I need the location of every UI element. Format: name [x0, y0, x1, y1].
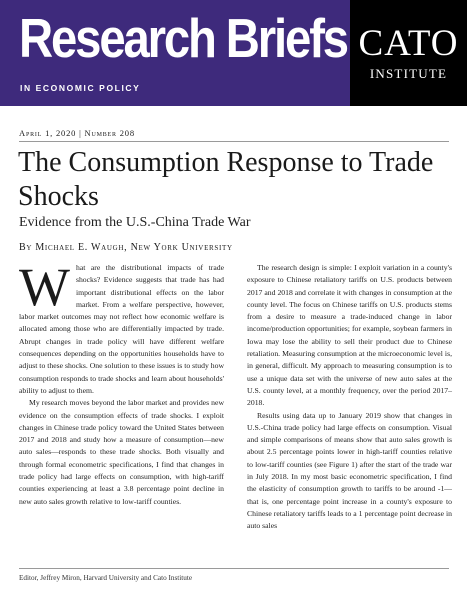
paragraph: My research moves beyond the labor market and provides new evidence on the consumption effects of trade shocks. I exploit changes in Chinese trade policy toward the United States between 2017 and 2018 and study how a measure of consumption—new auto sales—responds to these trade shocks. Both visually and through formal econometric specifications, I find that changes in trade policy had large effects on consumption, with high-tariff counties experiencing at least a 3.8 percentage point decline in new auto sales growth relative to low-tariff counties. — [19, 398, 224, 506]
series-subtitle: IN ECONOMIC POLICY — [20, 83, 141, 93]
paragraph: Results using data up to January 2019 show that changes in U.S.-China trade policy had large effects on consumption. Visual and simple comparisons of means show that auto sales growth is about 2.5 percentage points lower in high-tariff counties relative to low-tariff counties (see Figure 1) after the start of the trade war in July 2018. In my most basic econometric specification, I find the elasticity of consumption growth to tariffs to be around -1—that is, one percentage point increase in a county's exposure to Chinese retaliatory tariffs leads to a 1 percentage point decrease in auto sales — [247, 410, 452, 531]
page-title: The Consumption Response to Trade Shocks — [18, 147, 434, 212]
paragraph — [19, 257, 224, 397]
issue-line: April 1, 2020 | Number 208 — [19, 128, 135, 138]
editor-credit: Editor, Jeffrey Miron, Harvard University and Cato Institute — [19, 574, 193, 582]
paragraph-text: hat are the distributional impacts of trade shocks? Evidence suggests that trade has had important distributional effects on the labor market. From a welfare perspective, however, labor market outcomes may not reflect how economic welfare is allocated among those who are differentially impacted by trade. Abrupt changes in trade policy will have different welfare consequences depending on the opportunities households have to adjust to these shocks. One solution to these issues is to study how consumption responds to trade shocks and learn about households' ability to adjust to them. — [19, 263, 224, 395]
left-column — [19, 257, 224, 508]
paragraph: The research design is simple: I exploit variation in a county's exposure to Chinese retaliatory tariffs on U.S. products between 2017 and 2018 and correlate it with changes in consumption at the county level. The focus on Chinese tariffs on U.S. products stems from a desire to measure a trade-induced change in labor income/production opportunities; for example, soybean farmers in Iowa may lose the ability to sell their product due to Chinese retaliation. Measuring consumption at the microeconomic level is, in general, difficult. My approach to measuring consumption is to use a unique data set with the universe of new auto sales at the U.S. county level, at a monthly frequency, over the period 2017–2018. — [247, 263, 452, 408]
series-title: Research Briefs — [19, 7, 347, 69]
footer-divider — [19, 568, 449, 569]
right-column — [247, 262, 452, 533]
logo-institute: INSTITUTE — [369, 66, 448, 81]
page-subtitle: Evidence from the U.S.-China Trade War — [19, 215, 251, 230]
drop-cap: W — [19, 257, 70, 317]
cato-logo — [350, 0, 467, 106]
byline: By Michael E. Waugh, New York University — [19, 242, 233, 253]
header-divider — [19, 141, 449, 142]
logo-wordmark: CATO — [358, 23, 459, 64]
header-banner — [0, 0, 467, 106]
